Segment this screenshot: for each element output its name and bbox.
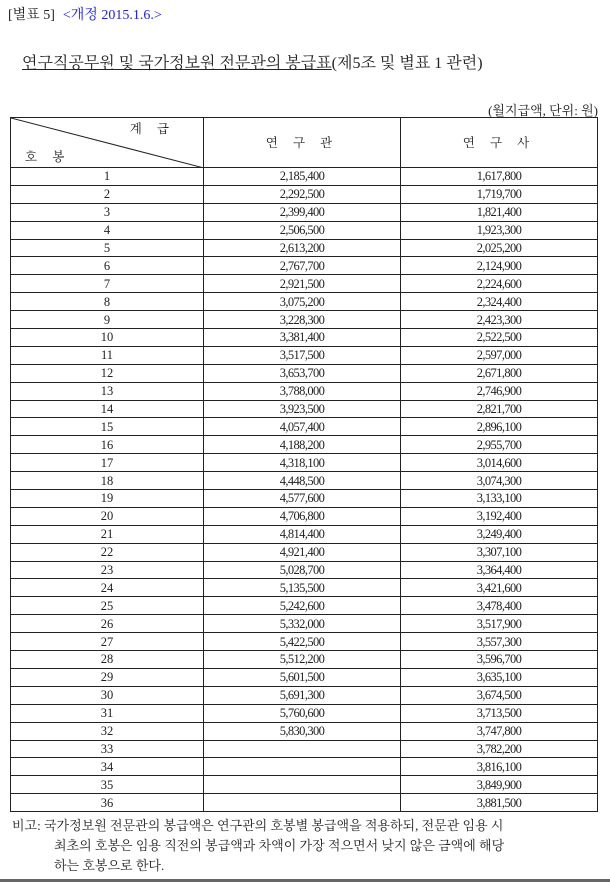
remarks-line-2: 최초의 호봉은 임용 직전의 봉급액과 차액이 가장 적으면서 낮지 않은 금액에 해당 [54,838,505,853]
table-row [11,490,598,508]
unit-label: (월지급액, 단위: 원) [488,103,598,118]
researcher-salary-cell: 2,423,300 [401,311,598,329]
table-row [11,311,598,329]
step-cell: 27 [11,633,204,651]
senior-researcher-salary-cell: 2,185,400 [204,168,401,186]
senior-researcher-salary-cell: 4,577,600 [204,490,401,508]
table-row [11,561,598,579]
step-cell: 10 [11,329,204,347]
senior-researcher-salary-cell: 2,613,200 [204,239,401,257]
step-cell: 28 [11,651,204,669]
step-cell: 29 [11,668,204,686]
researcher-salary-cell: 3,249,400 [401,525,598,543]
researcher-salary-cell: 3,747,800 [401,722,598,740]
senior-researcher-salary-cell: 5,135,500 [204,579,401,597]
step-cell: 4 [11,221,204,239]
table-row [11,346,598,364]
column-header-researcher-senior: 연 구 관 [204,118,401,168]
step-cell: 2 [11,185,204,203]
step-cell: 21 [11,525,204,543]
researcher-salary-cell: 3,596,700 [401,651,598,669]
researcher-salary-cell: 3,557,300 [401,633,598,651]
researcher-salary-cell: 2,324,400 [401,293,598,311]
step-cell: 24 [11,579,204,597]
senior-researcher-salary-cell: 4,318,100 [204,454,401,472]
table-row [11,651,598,669]
step-cell: 22 [11,543,204,561]
step-cell: 12 [11,364,204,382]
senior-researcher-salary-cell: 2,921,500 [204,275,401,293]
researcher-salary-cell: 2,597,000 [401,346,598,364]
senior-researcher-salary-cell: 3,228,300 [204,311,401,329]
table-row [11,293,598,311]
senior-researcher-salary-cell: 3,923,500 [204,400,401,418]
researcher-salary-cell: 3,881,500 [401,794,598,812]
senior-researcher-salary-cell: 3,788,000 [204,382,401,400]
step-cell: 33 [11,740,204,758]
step-cell: 6 [11,257,204,275]
senior-researcher-salary-cell: 5,512,200 [204,651,401,669]
table-row [11,668,598,686]
step-cell: 13 [11,382,204,400]
table-row [11,758,598,776]
table-row [11,239,598,257]
table-row [11,686,598,704]
researcher-salary-cell: 3,713,500 [401,704,598,722]
researcher-salary-cell: 1,923,300 [401,221,598,239]
table-row [11,329,598,347]
table-row [11,776,598,794]
senior-researcher-salary-cell: 5,242,600 [204,597,401,615]
step-cell: 9 [11,311,204,329]
table-row [11,436,598,454]
researcher-salary-cell: 3,364,400 [401,561,598,579]
page-title [22,50,483,73]
title-main: 연구직공무원 및 국가정보원 전문관의 봉급표 [22,55,332,72]
researcher-salary-cell: 3,192,400 [401,507,598,525]
senior-researcher-salary-cell [204,776,401,794]
senior-researcher-salary-cell [204,740,401,758]
remarks [12,816,602,876]
senior-researcher-salary-cell [204,758,401,776]
senior-researcher-salary-cell: 3,075,200 [204,293,401,311]
senior-researcher-salary-cell: 2,767,700 [204,257,401,275]
diagonal-header-cell [11,118,204,168]
senior-researcher-salary-cell: 2,292,500 [204,185,401,203]
step-cell: 25 [11,597,204,615]
annex-header [8,4,162,24]
researcher-salary-cell: 3,517,900 [401,615,598,633]
senior-researcher-salary-cell: 5,028,700 [204,561,401,579]
table-row [11,615,598,633]
researcher-salary-cell: 2,025,200 [401,239,598,257]
step-cell: 16 [11,436,204,454]
senior-researcher-salary-cell: 4,706,800 [204,507,401,525]
step-cell: 36 [11,794,204,812]
table-row [11,740,598,758]
grade-label: 계 급 [129,122,175,136]
senior-researcher-salary-cell: 5,332,000 [204,615,401,633]
step-cell: 20 [11,507,204,525]
annex-label: [별표 5] [8,8,55,23]
table-row [11,454,598,472]
table-row [11,633,598,651]
researcher-salary-cell: 2,124,900 [401,257,598,275]
senior-researcher-salary-cell: 2,506,500 [204,221,401,239]
table-row [11,579,598,597]
researcher-salary-cell: 3,074,300 [401,472,598,490]
senior-researcher-salary-cell: 4,188,200 [204,436,401,454]
researcher-salary-cell: 3,133,100 [401,490,598,508]
step-cell: 26 [11,615,204,633]
researcher-salary-cell: 1,719,700 [401,185,598,203]
step-cell: 30 [11,686,204,704]
researcher-salary-cell: 3,674,500 [401,686,598,704]
senior-researcher-salary-cell [204,794,401,812]
step-cell: 19 [11,490,204,508]
table-row [11,400,598,418]
revision-link[interactable]: <개정 2015.1.6.> [62,8,162,23]
step-cell: 8 [11,293,204,311]
remarks-label: 비고: [12,818,41,833]
researcher-salary-cell: 1,821,400 [401,203,598,221]
step-cell: 15 [11,418,204,436]
senior-researcher-salary-cell: 3,653,700 [204,364,401,382]
researcher-salary-cell: 1,617,800 [401,168,598,186]
step-cell: 14 [11,400,204,418]
senior-researcher-salary-cell: 5,760,600 [204,704,401,722]
senior-researcher-salary-cell: 3,381,400 [204,329,401,347]
senior-researcher-salary-cell: 4,921,400 [204,543,401,561]
researcher-salary-cell: 2,746,900 [401,382,598,400]
table-row [11,543,598,561]
step-cell: 31 [11,704,204,722]
researcher-salary-cell: 3,782,200 [401,740,598,758]
step-cell: 23 [11,561,204,579]
senior-researcher-salary-cell: 3,517,500 [204,346,401,364]
senior-researcher-salary-cell: 2,399,400 [204,203,401,221]
senior-researcher-salary-cell: 5,422,500 [204,633,401,651]
researcher-salary-cell: 2,821,700 [401,400,598,418]
senior-researcher-salary-cell: 4,814,400 [204,525,401,543]
table-row [11,722,598,740]
remarks-line-3: 하는 호봉으로 한다. [54,858,165,873]
researcher-salary-cell: 3,478,400 [401,597,598,615]
step-cell: 11 [11,346,204,364]
senior-researcher-salary-cell: 5,691,300 [204,686,401,704]
step-label: 호 봉 [25,150,71,164]
researcher-salary-cell: 2,224,600 [401,275,598,293]
researcher-salary-cell: 3,014,600 [401,454,598,472]
researcher-salary-cell: 2,522,500 [401,329,598,347]
table-row [11,507,598,525]
table-row [11,203,598,221]
step-cell: 34 [11,758,204,776]
table-row [11,597,598,615]
step-cell: 32 [11,722,204,740]
researcher-salary-cell: 3,849,900 [401,776,598,794]
step-cell: 18 [11,472,204,490]
step-cell: 1 [11,168,204,186]
table-row [11,794,598,812]
table-row [11,221,598,239]
step-cell: 17 [11,454,204,472]
senior-researcher-salary-cell: 4,057,400 [204,418,401,436]
step-cell: 3 [11,203,204,221]
step-cell: 35 [11,776,204,794]
table-row [11,472,598,490]
table-row [11,704,598,722]
researcher-salary-cell: 3,635,100 [401,668,598,686]
table-header-row [11,118,598,168]
senior-researcher-salary-cell: 5,601,500 [204,668,401,686]
table-row [11,364,598,382]
researcher-salary-cell: 3,816,100 [401,758,598,776]
researcher-salary-cell: 2,955,700 [401,436,598,454]
table-row [11,418,598,436]
table-row [11,168,598,186]
table-row [11,382,598,400]
salary-table [10,117,598,812]
senior-researcher-salary-cell: 5,830,300 [204,722,401,740]
senior-researcher-salary-cell: 4,448,500 [204,472,401,490]
step-cell: 7 [11,275,204,293]
step-cell: 5 [11,239,204,257]
researcher-salary-cell: 3,307,100 [401,543,598,561]
researcher-salary-cell: 3,421,600 [401,579,598,597]
researcher-salary-cell: 2,896,100 [401,418,598,436]
table-row [11,185,598,203]
column-header-researcher: 연 구 사 [401,118,598,168]
title-suffix: (제5조 및 별표 1 관련) [331,55,483,72]
remarks-line-1: 국가정보원 전문관의 봉급액은 연구관의 호봉별 봉급액을 적용하되, 전문관 임용 시 [43,818,504,833]
table-row [11,275,598,293]
table-row [11,257,598,275]
researcher-salary-cell: 2,671,800 [401,364,598,382]
table-row [11,525,598,543]
